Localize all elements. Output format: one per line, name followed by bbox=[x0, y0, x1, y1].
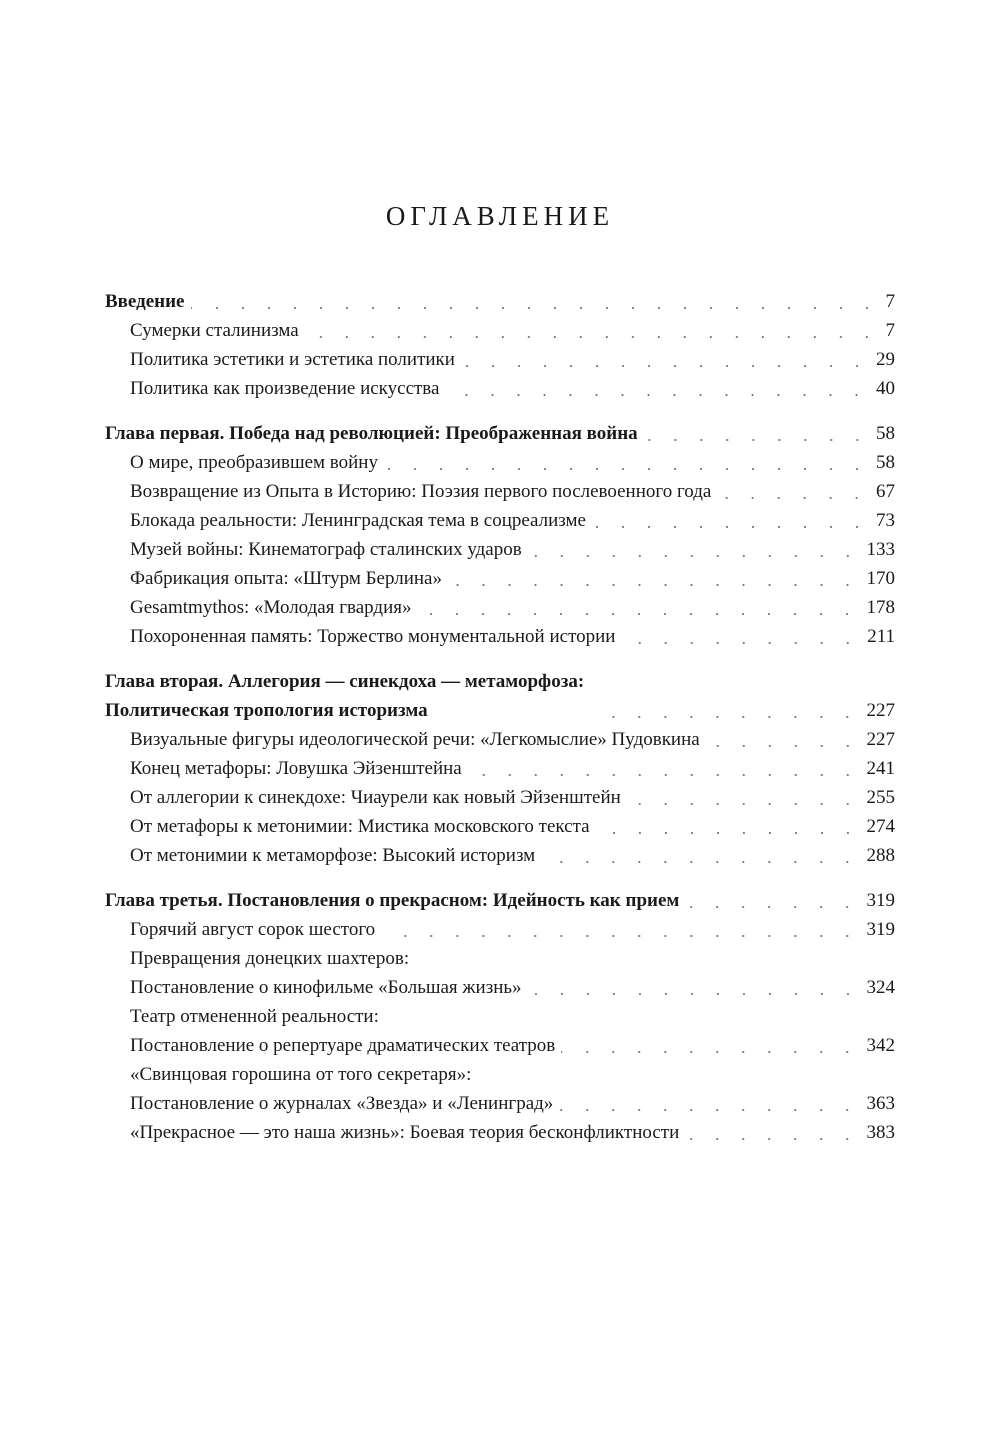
dot-leader bbox=[417, 613, 860, 615]
toc-item-label: Блокада реальности: Ленинградская тема в соцреализме bbox=[130, 510, 586, 531]
toc-item[interactable] bbox=[105, 812, 895, 841]
dot-leader bbox=[559, 1109, 860, 1111]
page-number: 288 bbox=[866, 845, 895, 866]
toc-item-line-1: «Свинцовая горошина от того секретаря»: bbox=[130, 1064, 472, 1085]
toc-item-label: Gesamtmythos: «Молодая гвардия» bbox=[130, 597, 412, 618]
toc-item[interactable] bbox=[105, 535, 895, 564]
page-number: 178 bbox=[866, 597, 895, 618]
toc-item-line-1: Театр отмененной реальности: bbox=[130, 1006, 379, 1027]
toc-heading[interactable] bbox=[105, 419, 895, 448]
toc-item[interactable] bbox=[105, 915, 895, 944]
dot-leader bbox=[384, 468, 870, 470]
dot-leader bbox=[561, 1051, 860, 1053]
page-number: 383 bbox=[866, 1122, 895, 1143]
dot-leader bbox=[528, 555, 861, 557]
toc-section-chapter-1 bbox=[105, 419, 895, 651]
dot-leader bbox=[448, 584, 861, 586]
toc-item[interactable] bbox=[105, 1060, 895, 1118]
page-number: 211 bbox=[867, 626, 895, 647]
dot-leader bbox=[706, 745, 861, 747]
toc-heading-label bbox=[105, 667, 584, 725]
toc-item-label: От метафоры к метонимии: Мистика московского текста bbox=[130, 816, 590, 837]
page-number: 58 bbox=[876, 423, 895, 444]
dot-leader bbox=[528, 993, 861, 995]
toc-section-chapter-2 bbox=[105, 667, 895, 870]
toc-item[interactable] bbox=[105, 374, 895, 403]
toc-item-label: От аллегории к синекдохе: Чиаурели как новый Эйзенштейн bbox=[130, 787, 621, 808]
page-number: 324 bbox=[866, 977, 895, 998]
dot-leader bbox=[461, 365, 870, 367]
toc-item-label: Визуальные фигуры идеологической речи: «Легкомыслие» Пудовкина bbox=[130, 729, 700, 750]
toc-item-label: Музей войны: Кинематограф сталинских ударов bbox=[130, 539, 522, 560]
page-number: 73 bbox=[876, 510, 895, 531]
toc-item-label: Конец метафоры: Ловушка Эйзенштейна bbox=[130, 758, 462, 779]
dot-leader bbox=[596, 832, 861, 834]
toc-section-chapter-3 bbox=[105, 886, 895, 1147]
page-number: 7 bbox=[885, 291, 895, 312]
page-number: 255 bbox=[866, 787, 895, 808]
page-number: 40 bbox=[876, 378, 895, 399]
toc-item-label: Горячий август сорок шестого bbox=[130, 919, 376, 940]
dot-leader bbox=[592, 526, 870, 528]
toc-item[interactable] bbox=[105, 1118, 895, 1147]
toc-item[interactable] bbox=[105, 345, 895, 374]
toc-heading[interactable] bbox=[105, 886, 895, 915]
page-number: 227 bbox=[866, 729, 895, 750]
toc-heading[interactable] bbox=[105, 667, 895, 725]
dot-leader bbox=[381, 935, 860, 937]
dot-leader bbox=[627, 803, 861, 805]
toc-item[interactable] bbox=[105, 783, 895, 812]
toc-item-label bbox=[130, 1002, 555, 1060]
dot-leader bbox=[468, 774, 861, 776]
dot-leader bbox=[590, 716, 860, 718]
toc-item[interactable] bbox=[105, 564, 895, 593]
toc-item-label: Возвращение из Опыта в Историю: Поэзия первого послевоенного года bbox=[130, 481, 712, 502]
page-number: 363 bbox=[866, 1093, 895, 1114]
toc-item-label bbox=[130, 1060, 553, 1118]
table-of-contents bbox=[105, 287, 895, 1163]
toc-item[interactable] bbox=[105, 725, 895, 754]
toc-item[interactable] bbox=[105, 944, 895, 1002]
toc-item-label: От метонимии к метаморфозе: Высокий историзм bbox=[130, 845, 536, 866]
page-number: 342 bbox=[866, 1035, 895, 1056]
page-number: 133 bbox=[866, 539, 895, 560]
dot-leader bbox=[685, 906, 860, 908]
toc-item-line-1: Превращения донецких шахтеров: bbox=[130, 948, 410, 969]
toc-heading[interactable] bbox=[105, 287, 895, 316]
page-number: 67 bbox=[876, 481, 895, 502]
toc-item-label: Политика эстетики и эстетика политики bbox=[130, 349, 455, 370]
page-number: 319 bbox=[866, 919, 895, 940]
toc-item-label: Сумерки сталинизма bbox=[130, 320, 299, 341]
toc-item[interactable] bbox=[105, 593, 895, 622]
toc-item[interactable] bbox=[105, 622, 895, 651]
toc-item-label bbox=[130, 944, 522, 1002]
toc-item[interactable] bbox=[105, 448, 895, 477]
toc-item-label: Похороненная память: Торжество монументальной истории bbox=[130, 626, 616, 647]
toc-heading-line-2: Политическая тропология историзма bbox=[105, 700, 428, 721]
toc-item[interactable] bbox=[105, 477, 895, 506]
toc-item[interactable] bbox=[105, 316, 895, 345]
page-number: 7 bbox=[885, 320, 895, 341]
toc-item-label: «Прекрасное — это наша жизнь»: Боевая теория бесконфликтности bbox=[130, 1122, 680, 1143]
page-title: ОГЛАВЛЕНИЕ bbox=[385, 201, 615, 232]
toc-heading-line-1: Глава вторая. Аллегория — синекдоха — метаморфоза: bbox=[105, 671, 585, 692]
dot-leader bbox=[621, 642, 861, 644]
toc-heading-label: Глава третья. Постановления о прекрасном: Идейность как прием bbox=[105, 890, 680, 911]
toc-heading-label: Глава первая. Победа над революцией: Преображенная война bbox=[105, 423, 638, 444]
dot-leader bbox=[644, 439, 870, 441]
page-number: 58 bbox=[876, 452, 895, 473]
page-number: 29 bbox=[876, 349, 895, 370]
dot-leader bbox=[541, 861, 860, 863]
page-number: 227 bbox=[866, 700, 895, 721]
toc-item-label: Политика как произведение искусства bbox=[130, 378, 440, 399]
dot-leader bbox=[191, 307, 880, 309]
dot-leader bbox=[305, 336, 880, 338]
page-number: 241 bbox=[866, 758, 895, 779]
dot-leader bbox=[445, 394, 870, 396]
toc-item-label: Фабрикация опыта: «Штурм Берлина» bbox=[130, 568, 442, 589]
toc-item-line-2: Постановление о кинофильме «Большая жизнь» bbox=[130, 977, 522, 998]
toc-item[interactable] bbox=[105, 754, 895, 783]
page-number: 274 bbox=[866, 816, 895, 837]
toc-item[interactable] bbox=[105, 506, 895, 535]
toc-heading-label: Введение bbox=[105, 291, 185, 312]
toc-item[interactable] bbox=[105, 1002, 895, 1060]
dot-leader bbox=[717, 497, 870, 499]
page-number: 319 bbox=[866, 890, 895, 911]
page-number: 170 bbox=[866, 568, 895, 589]
toc-item-label: О мире, преобразившем войну bbox=[130, 452, 378, 473]
toc-item[interactable] bbox=[105, 841, 895, 870]
toc-item-line-2: Постановление о журналах «Звезда» и «Ленинград» bbox=[130, 1093, 554, 1114]
toc-item-line-2: Постановление о репертуаре драматических театров bbox=[130, 1035, 556, 1056]
dot-leader bbox=[685, 1138, 860, 1140]
toc-section-intro bbox=[105, 287, 895, 403]
